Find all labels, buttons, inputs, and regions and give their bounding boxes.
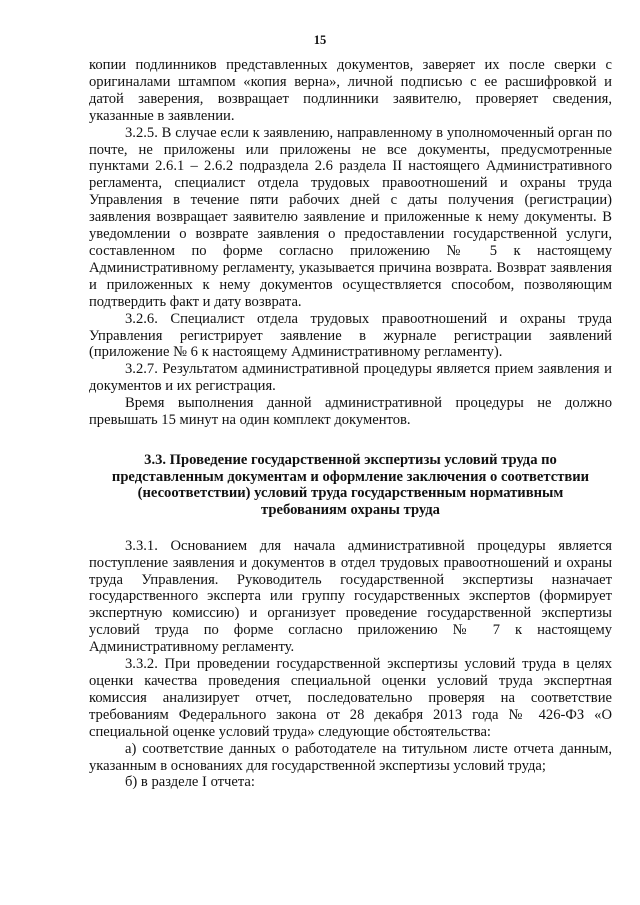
paragraph: копии подлинников представленных документов, заверяет их после сверки с оригиналами штампом «копия верна», личной подписью с ее расшифровкой и датой заверения, возвращает подлинники заявителю, проверяет сведения, указанные в заявлении. (89, 57, 612, 124)
section-heading: 3.3. Проведение государственной экспертизы условий труда по представленным документам и оформление заключения о соответствии (несоответствии) условий труда государственным нормативным требованиям охраны труда (111, 451, 590, 519)
paragraph: Время выполнения данной административной процедуры не должно превышать 15 минут на один комплект документов. (89, 395, 612, 429)
paragraphs-before-section (89, 57, 612, 429)
paragraph: 3.3.1. Основанием для начала административной процедуры является поступление заявления и документов в отдел трудовых правоотношений и охраны труда Управления. Руководитель государственной экспертизы назначает государственного эксперта или группу государственных экспертов (формирует экспертную комиссию) и организует проведение государственной экспертизы условий труда по форме согласно приложению № 7 к настоящему Административному регламенту. (89, 537, 612, 656)
paragraphs-after-section (89, 538, 612, 792)
paragraph: б) в разделе I отчета: (125, 774, 255, 791)
page-number: 15 (313, 33, 327, 47)
document-body (89, 57, 612, 791)
paragraph: а) соответствие данных о работодателе на титульном листе отчета данным, указанным в основаниях для государственной экспертизы условий труда; (89, 740, 612, 774)
paragraph: 3.2.5. В случае если к заявлению, направленному в уполномоченный орган по почте, не приложены или приложены не все документы, предусмотренные пунктами 2.6.1 – 2.6.2 подраздела 2.6 раздела II настоящего Административного регламента, специалист отдела трудовых правоотношений и охраны труда Управления в течение пяти рабочих дней с даты получения (регистрации) заявления возвращает заявителю заявление и приложенные к нему документы. В уведомлении о возврате заявления о предоставлении государственной услуги, составленном по форме согласно приложению № 5 к настоящему Административному регламенту, указывается причина возврата. Возврат заявления и приложенных к нему документов осуществляется способом, позволяющим подтвердить факт и дату возврата. (89, 124, 612, 310)
paragraph: 3.3.2. При проведении государственной экспертизы условий труда в целях оценки качества проведения специальной оценки условий труда экспертная комиссия анализирует отчет, последовательно проверяя на соответствие требованиям Федерального закона от 28 декабря 2013 года № 426-ФЗ «О специальной оценке условий труда» следующие обстоятельства: (89, 656, 612, 740)
paragraph: 3.2.6. Специалист отдела трудовых правоотношений и охраны труда Управления регистрирует заявление в журнале регистрации заявлений (приложение № 6 к настоящему Административному регламенту). (89, 310, 612, 361)
paragraph: 3.2.7. Результатом административной процедуры является прием заявления и документов и их регистрация. (89, 361, 612, 395)
